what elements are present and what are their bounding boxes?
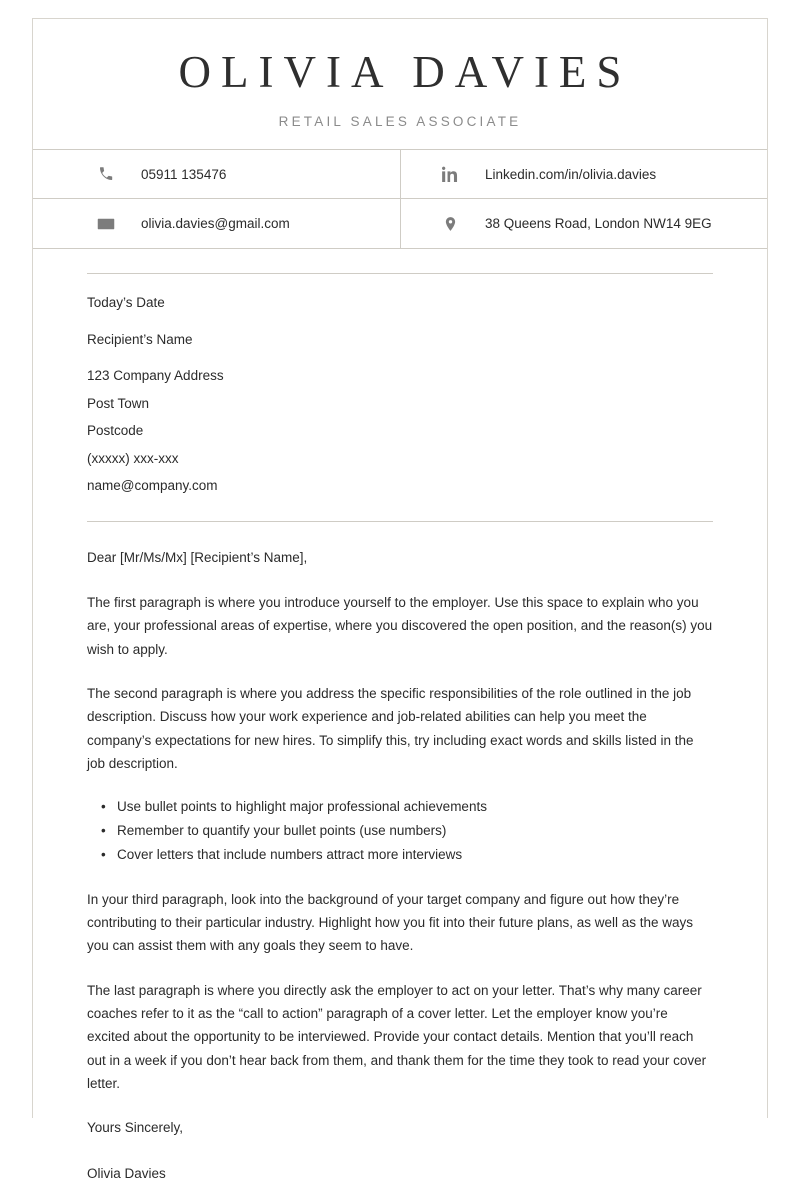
letter-closing: Yours Sincerely, — [87, 1120, 184, 1136]
email-icon — [93, 215, 119, 233]
contact-linkedin-value: Linkedin.com/in/olivia.davies — [485, 166, 657, 182]
recipient-address-line3: Postcode — [87, 423, 144, 439]
document-body — [33, 249, 767, 1185]
letter-signature: Olivia Davies — [87, 1165, 166, 1181]
letter-salutation: Dear [Mr/Ms/Mx] [Recipient’s Name], — [87, 549, 308, 565]
phone-icon — [93, 166, 119, 182]
list-item: • Cover letters that include numbers attract more interviews — [117, 843, 713, 866]
linkedin-icon — [437, 166, 463, 182]
document-sheet — [32, 18, 768, 1181]
applicant-name: OLIVIA DAVIES — [178, 47, 632, 97]
contact-email — [33, 199, 400, 248]
contact-phone — [33, 150, 400, 199]
contact-linkedin — [400, 150, 767, 199]
applicant-job-title: RETAIL SALES ASSOCIATE — [278, 114, 522, 130]
list-item: • Remember to quantify your bullet points (use numbers) — [117, 819, 713, 842]
contact-address — [400, 199, 767, 248]
recipient-address-line1: 123 Company Address — [87, 368, 224, 384]
contact-details-grid — [33, 150, 767, 249]
letter-paragraph-2: The second paragraph is where you address the specific responsibilities of the role outlined in the job description. Discuss how your work experience and job-related abilities can help you meet the company’s expectations for new hires. To simplify this, try including exact words and skills listed in the job description. — [87, 686, 694, 772]
contact-email-value: olivia.davies@gmail.com — [141, 216, 290, 231]
recipient-name: Recipient’s Name — [87, 331, 193, 347]
letter-paragraph-1: The first paragraph is where you introduce yourself to the employer. Use this space to explain who you are, your professional areas of expertise, where you discovered the open position, and the reason(s) you wish to apply. — [87, 595, 713, 657]
location-pin-icon — [437, 215, 463, 233]
letter-body — [87, 522, 713, 1185]
letter-date: Today’s Date — [87, 295, 165, 311]
recipient-email: name@company.com — [87, 478, 218, 494]
document-header — [33, 19, 767, 150]
list-item: • Use bullet points to highlight major professional achievements — [117, 795, 713, 818]
letter-bullet-list — [87, 795, 713, 867]
recipient-block — [87, 296, 713, 493]
contact-address-value: 38 Queens Road, London NW14 9EG — [485, 216, 712, 231]
contact-phone-value: 05911 135476 — [141, 166, 227, 182]
recipient-address-line2: Post Town — [87, 395, 150, 411]
letter-paragraph-4: The last paragraph is where you directly ask the employer to act on your letter. That’s why many career coaches refer to it as the “call to action” paragraph of a cover letter. Let the employer know you’re excited about the opportunity to be interviewed. Provide your contact details. Mention that you’ll reach out in a week if you don’t hear back from them, and thank them for the time they took to read your cover letter. — [87, 982, 707, 1091]
recipient-phone: (xxxxx) xxx-xxx — [87, 450, 179, 466]
letter-paragraph-3: In your third paragraph, look into the background of your target company and figure out how they’re contributing to their particular industry. Highlight how you fit into their future plans, as well as the ways you can assist them with any goals they seem to have. — [87, 891, 694, 954]
